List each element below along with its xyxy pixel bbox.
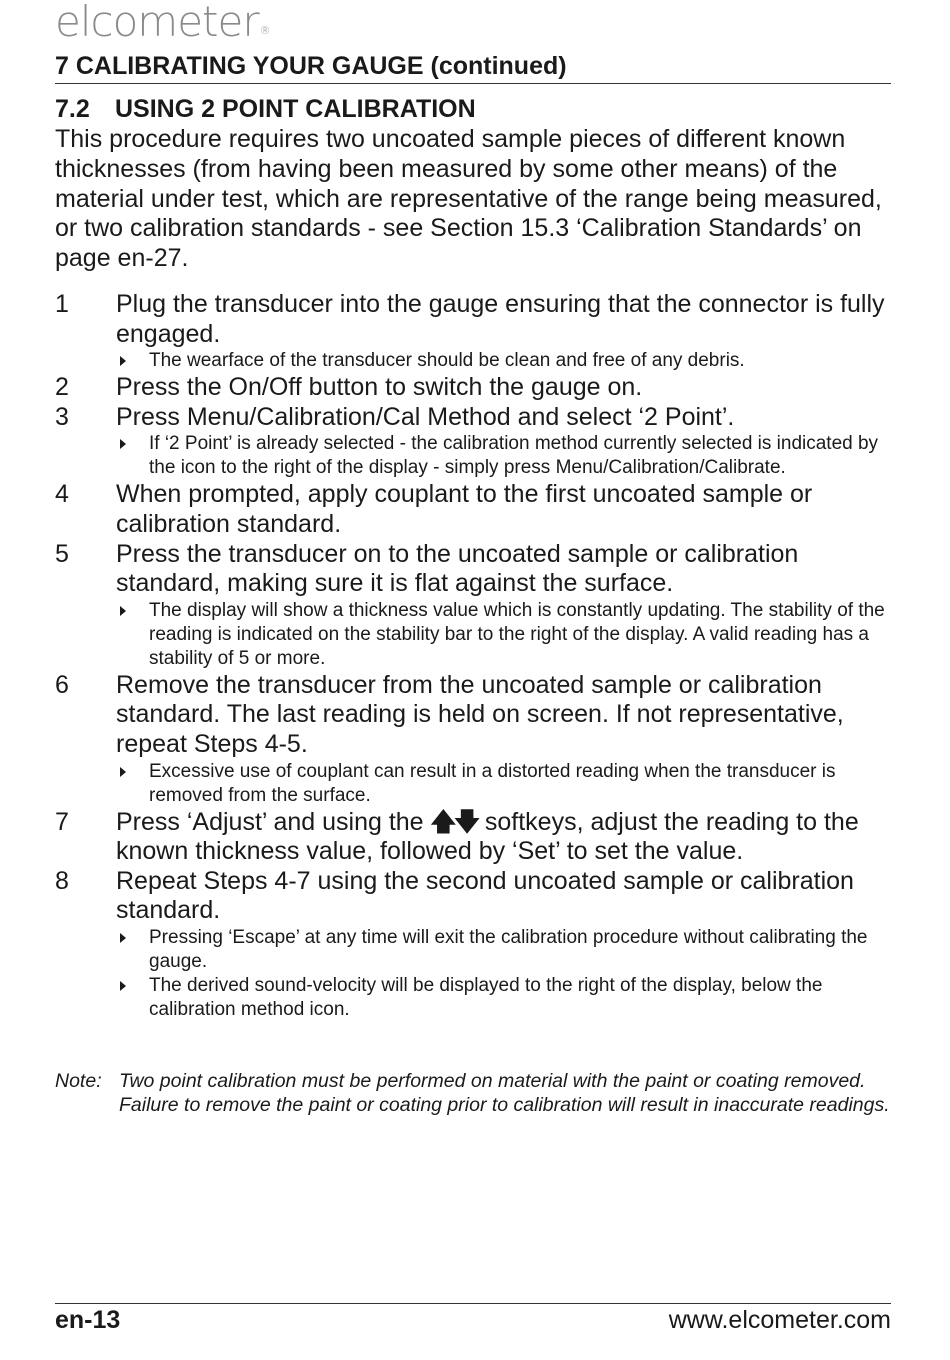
logo-text: elcometer bbox=[55, 0, 259, 46]
step-3 bbox=[55, 403, 895, 481]
procedure-steps bbox=[55, 290, 895, 1022]
step-number: 3 bbox=[55, 402, 69, 431]
note-label: Note: bbox=[55, 1070, 102, 1092]
section-intro: This procedure requires two uncoated sample pieces of different known thicknesses (from having been measured by some other means) of the material under test, which are representative of the range being measured, or two calibration standards - see Section 15.3 ‘Calibration Standards’ on page en-27. bbox=[55, 125, 882, 273]
note bbox=[55, 1069, 895, 1117]
step-bullet bbox=[116, 926, 895, 974]
bullet-text: Excessive use of couplant can result in a distorted reading when the transducer is removed from the surface. bbox=[149, 760, 836, 806]
step-bullet bbox=[116, 349, 895, 373]
step-number: 4 bbox=[55, 480, 69, 509]
step-number: 7 bbox=[55, 807, 69, 836]
step-bullet bbox=[116, 432, 895, 480]
bullet-arrow-icon bbox=[120, 439, 126, 449]
step-number: 5 bbox=[55, 539, 69, 568]
step-number: 8 bbox=[55, 866, 69, 895]
step-text: Plug the transducer into the gauge ensuring that the connector is fully engaged. bbox=[116, 290, 885, 348]
step-6 bbox=[55, 671, 895, 808]
step-text: Press the On/Off button to switch the gauge on. bbox=[116, 373, 643, 402]
step-bullet bbox=[116, 760, 895, 808]
step-text bbox=[116, 808, 895, 867]
step-text: Press the transducer on to the uncoated sample or calibration standard, making sure it is flat against the surface. bbox=[116, 539, 799, 598]
note-text: Two point calibration must be performed on material with the paint or coating removed. Failure to remove the paint or coating prior to calibration will result in inaccurate readings. bbox=[119, 1070, 890, 1116]
step-bullet bbox=[116, 599, 895, 671]
step-4 bbox=[55, 480, 895, 539]
bullet-text: The display will show a thickness value which is constantly updating. The stability of the reading is indicated on the stability bar to the right of the display. A valid reading has a stability of 5 or more. bbox=[149, 599, 885, 669]
step-text: Remove the transducer from the uncoated sample or calibration standard. The last reading is held on screen. If not representative, repeat Steps 4-5. bbox=[116, 670, 844, 758]
bullet-text: The wearface of the transducer should be clean and free of any debris. bbox=[149, 350, 745, 372]
step-text: When prompted, apply couplant to the first uncoated sample or calibration standard. bbox=[116, 480, 813, 538]
section-title: USING 2 POINT CALIBRATION bbox=[115, 95, 476, 123]
step-8 bbox=[55, 867, 895, 1022]
registered-mark: ® bbox=[259, 24, 271, 37]
section-heading bbox=[55, 93, 476, 125]
step-number: 2 bbox=[55, 373, 69, 402]
step-2 bbox=[55, 373, 895, 403]
step-text: Press Menu/Calibration/Cal Method and select ‘2 Point’. bbox=[116, 402, 735, 431]
elcometer-logo bbox=[55, 0, 271, 53]
section-number: 7.2 bbox=[55, 95, 90, 123]
chapter-title: 7 CALIBRATING YOUR GAUGE (continued) bbox=[55, 50, 891, 84]
website-link[interactable]: www.elcometer.com bbox=[668, 1306, 891, 1334]
step-number: 6 bbox=[55, 670, 69, 699]
bullet-text: Pressing ‘Escape’ at any time will exit the calibration procedure without calibrating the gauge. bbox=[149, 926, 868, 972]
step-number: 1 bbox=[55, 290, 69, 318]
step-text-after: softkeys, adjust the reading to the known thickness value, followed by ‘Set’ to set the value. bbox=[116, 807, 859, 866]
bullet-arrow-icon bbox=[120, 981, 126, 991]
bullet-arrow-icon bbox=[120, 356, 126, 366]
page-number: en-13 bbox=[55, 1306, 121, 1334]
bullet-arrow-icon bbox=[120, 606, 126, 616]
step-text: Repeat Steps 4-7 using the second uncoated sample or calibration standard. bbox=[116, 866, 854, 925]
step-bullet bbox=[116, 974, 895, 1022]
step-5 bbox=[55, 540, 895, 671]
bullet-text: The derived sound-velocity will be displayed to the right of the display, below the calibration method icon. bbox=[149, 974, 823, 1020]
step-text-before: Press ‘Adjust’ and using the bbox=[116, 807, 431, 836]
step-7 bbox=[55, 808, 895, 867]
bullet-arrow-icon bbox=[120, 933, 126, 943]
step-1 bbox=[55, 290, 895, 373]
bullet-text: If ‘2 Point’ is already selected - the calibration method currently selected is indicated by the icon to the right of the display - simply press Menu/Calibration/Calibrate. bbox=[149, 433, 879, 479]
up-down-arrows-icon: 🡅🡇 bbox=[430, 807, 478, 836]
bullet-arrow-icon bbox=[120, 767, 126, 777]
